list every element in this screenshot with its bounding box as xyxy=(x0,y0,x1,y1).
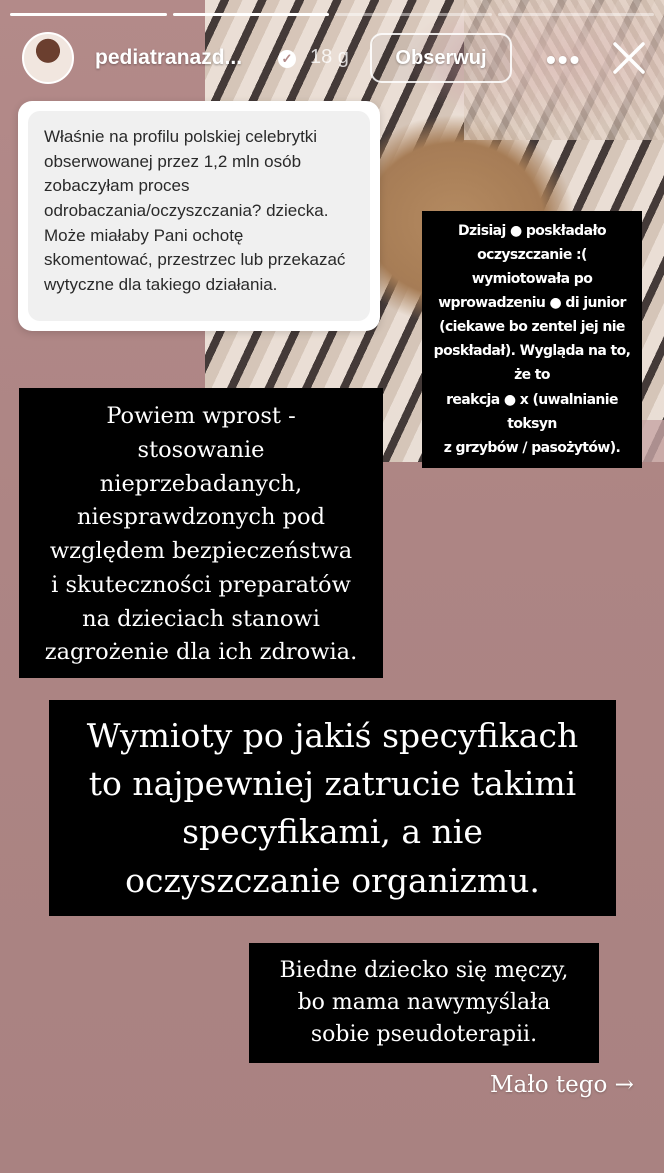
photo-caption xyxy=(422,211,642,468)
check-badge-icon: ✓ xyxy=(278,50,296,68)
text-line: względem bezpieczeństwa xyxy=(49,538,353,564)
text-box-main-statement xyxy=(49,700,616,916)
next-story-link[interactable]: Mało tego → xyxy=(490,1072,634,1098)
text-line: to najpewniej zatrucie takimi xyxy=(88,764,577,804)
avatar[interactable] xyxy=(22,32,74,84)
text-line: sobie pseudoterapii. xyxy=(310,1022,538,1048)
more-icon[interactable]: ••• xyxy=(546,44,582,75)
text-line: stosowanie xyxy=(137,436,265,463)
text-line: nieprzebadanych, xyxy=(99,470,303,497)
text-line: Powiem wprost - xyxy=(106,403,296,429)
caption-line: (ciekawe bo zentel jej nie xyxy=(439,319,625,336)
progress-segment xyxy=(498,13,655,16)
follow-button[interactable]: Obserwuj xyxy=(370,33,512,83)
question-text: Właśnie na profilu polskiej celebrytki obserwowanej przez 1,2 mln osób zobaczyłam proces odrobaczania/oczyszczania? dziecka. Może miałaby Pani ochotę skomentować, przestrzec lub przekazać wytyczne dla takiego działania. xyxy=(28,111,370,321)
progress-segment xyxy=(335,13,492,16)
text-line: bo mama nawymyślała xyxy=(297,990,551,1016)
text-line: zagrożenie dla ich zdrowia. xyxy=(44,639,358,666)
question-card xyxy=(18,101,380,331)
close-icon[interactable] xyxy=(609,38,649,78)
caption-line: wprowadzeniu ● di junior xyxy=(438,295,626,312)
text-line: i skuteczności preparatów xyxy=(51,571,351,598)
text-line: specyfikami, a nie xyxy=(182,812,483,852)
story-progress xyxy=(10,13,654,16)
caption-line: oczyszczanie :( wymiotowała po xyxy=(471,247,593,288)
caption-line: reakcja ● x (uwalnianie toksyn xyxy=(446,391,618,432)
text-line: Biedne dziecko się męczy, xyxy=(279,958,569,983)
text-line: na dzieciach stanowi xyxy=(82,605,320,632)
text-line: oczyszczanie organizmu. xyxy=(125,860,540,900)
caption-line: Dzisiaj ● poskładało xyxy=(457,223,607,239)
username[interactable]: pediatranazd... xyxy=(95,46,243,69)
progress-segment xyxy=(10,13,167,16)
text-line: niesprawdzonych pod xyxy=(77,504,325,531)
text-line: Wymioty po jakiś specyfikach xyxy=(86,716,579,755)
story-time: 18 g xyxy=(310,46,349,68)
text-box-conclusion xyxy=(249,943,599,1063)
caption-line: z grzybów / pasożytów). xyxy=(443,439,621,456)
caption-line: poskładał). Wygląda na to, że to xyxy=(433,343,631,384)
text-box-warning xyxy=(19,388,383,678)
progress-segment xyxy=(173,13,330,16)
